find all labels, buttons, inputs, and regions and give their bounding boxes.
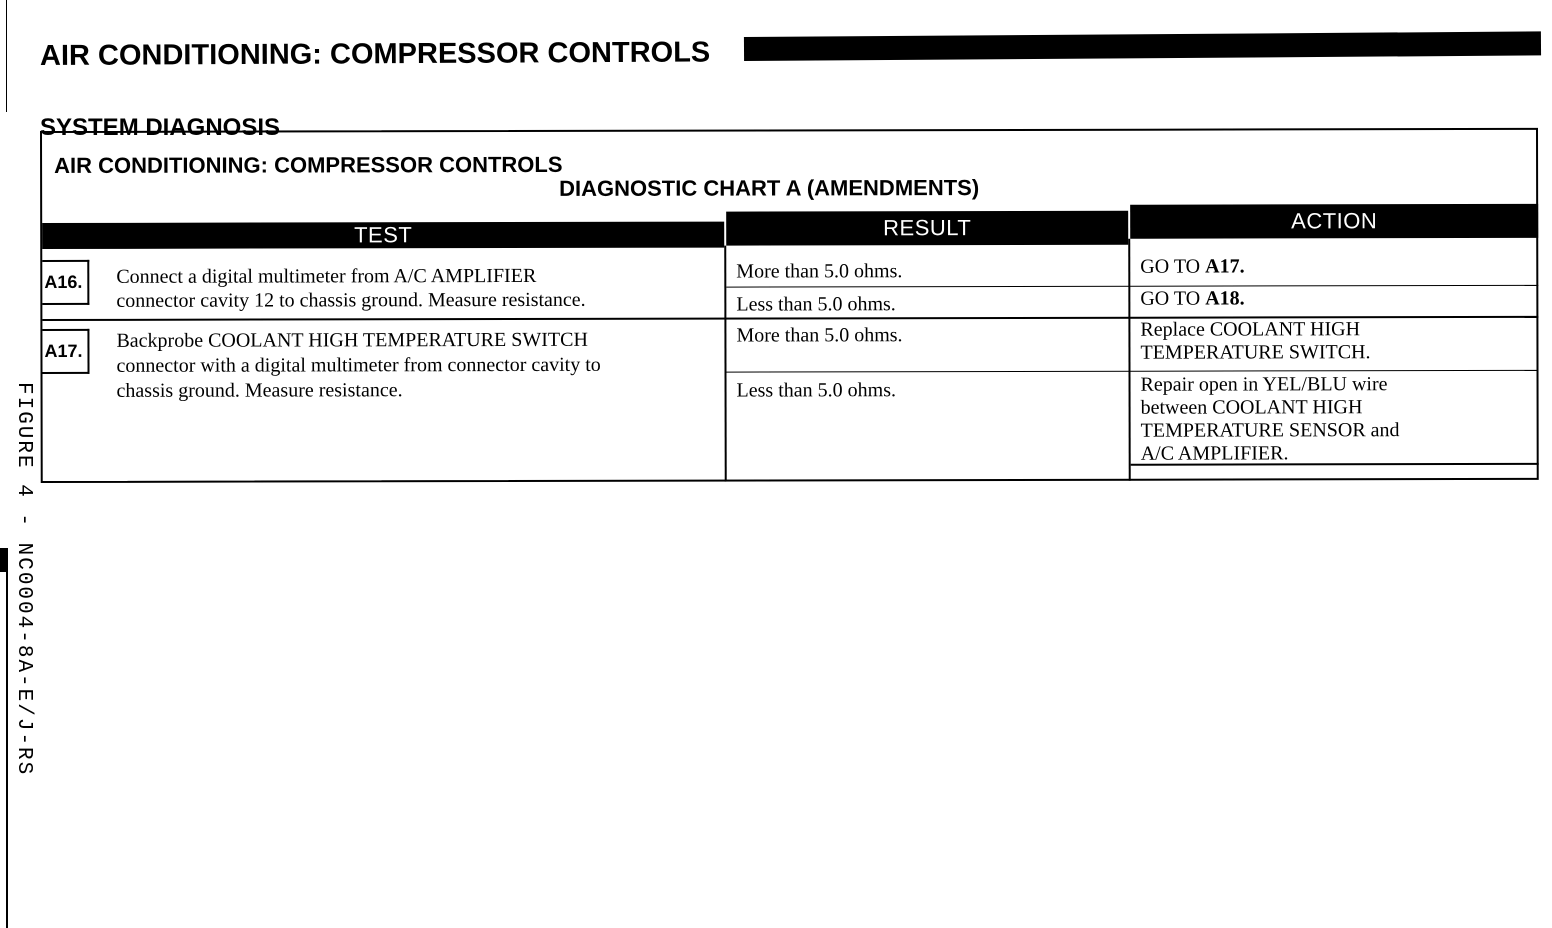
step-a16-action-2-ref: A18. bbox=[1205, 287, 1245, 310]
step-a16-action-1-prefix: GO TO bbox=[1140, 255, 1201, 278]
step-a16-result-1: More than 5.0 ohms. bbox=[736, 260, 903, 283]
margin-rule-top bbox=[6, 0, 7, 112]
step-a17-action-2-line-2: between COOLANT HIGH bbox=[1140, 396, 1363, 419]
diagnostic-chart bbox=[40, 128, 1539, 483]
step-a16-test-line-1: Connect a digital multimeter from A/C AMPLIFIER bbox=[116, 264, 537, 288]
step-label-a16: A16. bbox=[42, 260, 89, 305]
step-a16-action-2 bbox=[1140, 286, 1244, 310]
margin-tick bbox=[0, 548, 7, 572]
column-divider-action bbox=[1128, 239, 1131, 481]
column-header-result: RESULT bbox=[726, 211, 1128, 246]
step-a17-result-1: More than 5.0 ohms. bbox=[736, 324, 903, 347]
outcome-divider-a17 bbox=[727, 370, 1539, 373]
step-a17-action-2-line-4: A/C AMPLIFIER. bbox=[1140, 442, 1289, 465]
step-a17-test-line-1: Backprobe COOLANT HIGH TEMPERATURE SWITCH bbox=[116, 328, 588, 352]
step-a16-action-1-ref: A17. bbox=[1205, 255, 1245, 278]
step-a17-test-line-3: chassis ground. Measure resistance. bbox=[116, 379, 403, 402]
margin-rule-bottom bbox=[6, 548, 8, 928]
step-a16-action-1 bbox=[1140, 254, 1244, 278]
step-a17-action-1-line-1: Replace COOLANT HIGH bbox=[1140, 318, 1361, 341]
step-a17-action-2-line-3: TEMPERATURE SENSOR and bbox=[1140, 419, 1400, 442]
title-bar bbox=[744, 31, 1541, 61]
page-title: AIR CONDITIONING: COMPRESSOR CONTROLS bbox=[39, 36, 711, 72]
chart-heading: AIR CONDITIONING: COMPRESSOR CONTROLS bbox=[54, 151, 563, 178]
chart-subheading: DIAGNOSTIC CHART A (AMENDMENTS) bbox=[559, 175, 980, 201]
step-a17-result-2: Less than 5.0 ohms. bbox=[736, 379, 897, 402]
step-a16-action-2-prefix: GO TO bbox=[1140, 287, 1201, 310]
outcome-divider-a16 bbox=[726, 285, 1538, 288]
step-a17-action-2-line-1: Repair open in YEL/BLU wire bbox=[1140, 373, 1388, 396]
step-a16-test-line-2: connector cavity 12 to chassis ground. Measure resistance. bbox=[116, 288, 586, 312]
column-divider-result bbox=[724, 246, 726, 482]
column-header-action: ACTION bbox=[1130, 204, 1538, 239]
step-a17-test-line-2: connector with a digital multimeter from connector cavity to bbox=[116, 353, 601, 377]
step-a16-result-2: Less than 5.0 ohms. bbox=[736, 293, 896, 316]
step-label-a17: A17. bbox=[42, 329, 89, 374]
figure-caption: FIGURE 4 - NC0004-8A-E/J-RS bbox=[12, 382, 35, 777]
step-a17-action-1-line-2: TEMPERATURE SWITCH. bbox=[1140, 341, 1371, 364]
section-title: SYSTEM DIAGNOSIS bbox=[40, 114, 281, 141]
column-header-test: TEST bbox=[42, 222, 724, 249]
